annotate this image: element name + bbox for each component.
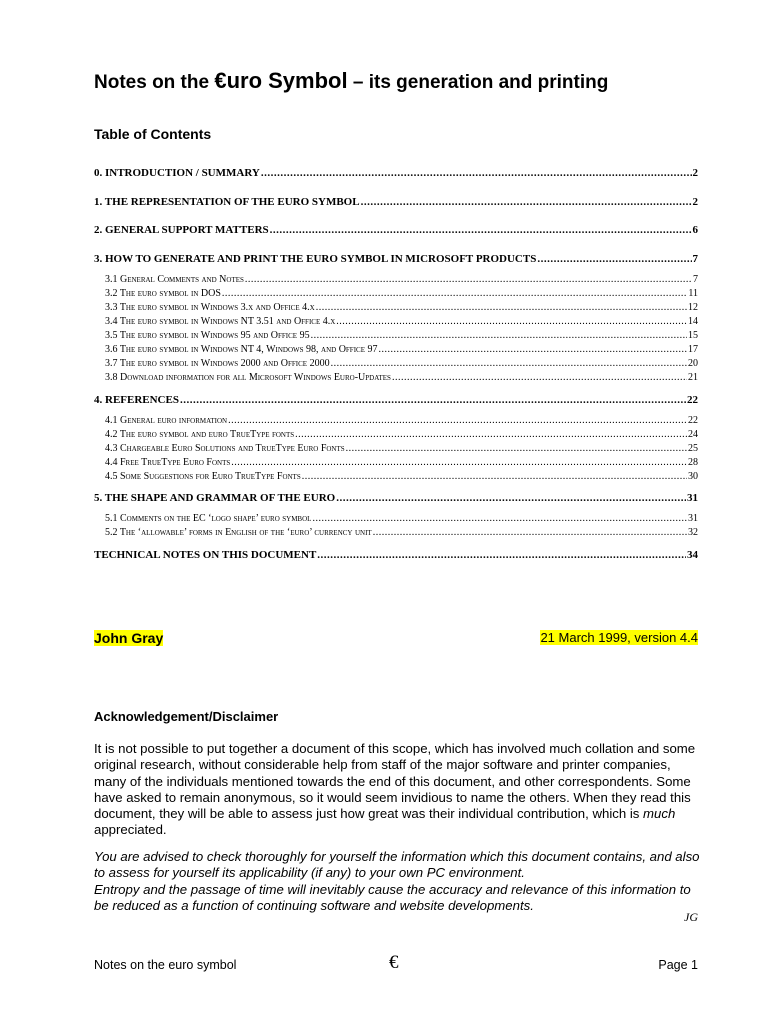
toc-entry-label: 4.2 The euro symbol and euro TrueType fonts [105,429,295,440]
toc-entry-3-8[interactable] [105,372,698,383]
acknowledgement-heading: Acknowledgement/Disclaimer [94,709,279,724]
toc-entry-label: 2. GENERAL SUPPORT MATTERS [94,224,269,236]
toc-entry-3-5[interactable] [105,330,698,341]
toc-entry-3-4[interactable] [105,316,698,327]
toc-entry-label: 4.4 Free TrueType Euro Fonts [105,457,231,468]
toc-entry-page: 2 [692,167,698,179]
toc-entry-label: 4.3 Chargeable Euro Solutions and TrueType Euro Fonts [105,443,345,454]
toc-entry-4[interactable] [94,394,698,406]
toc-entry-page: 17 [688,344,698,355]
toc-entry-page: 22 [688,415,698,426]
toc-entry-label: 3.5 The euro symbol in Windows 95 and Office 95 [105,330,310,341]
toc-entry-page: 32 [688,527,698,538]
toc-entry-5-2[interactable] [105,527,698,538]
toc-entry-1[interactable] [94,196,698,208]
toc-entry-page: 12 [688,302,698,313]
toc-entry-label: 3.2 The euro symbol in DOS [105,288,221,299]
signature-initials: JG [684,910,698,924]
toc-entry-page: 7 [693,274,698,285]
footer-euro-icon: € [389,952,399,973]
toc-entry-3-2[interactable] [105,288,698,299]
toc-entry-page: 25 [688,443,698,454]
toc-entry-page: 30 [688,471,698,482]
toc-entry-label: 0. INTRODUCTION / SUMMARY [94,167,260,179]
toc-entry-label: 5.1 Comments on the EC ‘logo shape’ euro symbol [105,513,312,524]
toc-entry-page: 34 [687,549,698,561]
title-prefix: Notes on the [94,72,215,93]
toc-entry-page: 11 [688,288,698,299]
footer-page-number: Page 1 [658,958,698,972]
toc-entry-label: 3.6 The euro symbol in Windows NT 4, Windows 98, and Office 97 [105,344,378,355]
toc-entry-page: 21 [688,372,698,383]
toc-entry-page: 6 [692,224,698,236]
toc-entry-page: 31 [687,492,698,504]
toc-entry-3-1[interactable] [105,274,698,285]
toc-entry-5-1[interactable] [105,513,698,524]
toc-entry-4-3[interactable] [105,443,698,454]
toc-entry-label: 4.1 General euro information [105,415,228,426]
title-suffix: – its generation and printing [347,72,609,93]
toc-entry-label: 5.2 The ‘allowable’ forms in English of the ‘euro’ currency unit [105,527,372,538]
toc-entry-page: 24 [688,429,698,440]
toc-entry-4-5[interactable] [105,471,698,482]
toc-entry-label: 3.1 General Comments and Notes [105,274,244,285]
toc-entry-page: 14 [688,316,698,327]
toc-entry-2[interactable] [94,224,698,236]
toc-entry-page: 28 [688,457,698,468]
date-version: 21 March 1999, version 4.4 [540,630,698,645]
footer-document-name: Notes on the euro symbol [94,958,237,972]
toc-entry-page: 31 [688,513,698,524]
document-title [94,68,608,94]
toc-entry-page: 2 [692,196,698,208]
title-euro-symbol: €uro Symbol [214,68,348,93]
disclaimer-paragraph: You are advised to check thoroughly for yourself the information which this document contains, and also to assess for yourself its applicability (if any) to your own PC environment. Entropy and the passage of time will inevitably cause the accuracy and relevance of this information to be reduced as a function of continuing software and website developments. [94,849,700,913]
toc-entry-label: TECHNICAL NOTES ON THIS DOCUMENT [94,549,317,561]
toc-entry-0[interactable] [94,167,698,179]
toc-entry-page: 20 [688,358,698,369]
toc-entry-3-6[interactable] [105,344,698,355]
toc-entry-4-2[interactable] [105,429,698,440]
toc-entry-label: 4. REFERENCES [94,394,179,406]
emphasis-much: much [643,806,676,822]
toc-entry-label: 4.5 Some Suggestions for Euro TrueType Fonts [105,471,301,482]
toc-entry-page: 15 [688,330,698,341]
toc-entry-label: 3.7 The euro symbol in Windows 2000 and Office 2000 [105,358,330,369]
toc-entry-4-4[interactable] [105,457,698,468]
toc-entry-label: 3.8 Download information for all Microsoft Windows Euro-Updates [105,372,391,383]
toc-entry-page: 22 [687,394,698,406]
toc-entry-label: 5. THE SHAPE AND GRAMMAR OF THE EURO [94,492,336,504]
toc-entry-technical-notes[interactable] [94,549,698,561]
toc-entry-label: 3.3 The euro symbol in Windows 3.x and Office 4.x [105,302,315,313]
acknowledgement-paragraph: It is not possible to put together a document of this scope, which has involved much collation and some original research, without considerable help from staff of the major software and printer companies, many of the individuals mentioned towards the end of this document, and other correspondents. Some have asked to remain anonymous, so it would seem invidious to name the others. When they read this document, they will be able to assess just how great was their individual contribution, which is much appreciated. [94,741,696,838]
toc-entry-label: 3. HOW TO GENERATE AND PRINT THE EURO SYMBOL IN MICROSOFT PRODUCTS [94,253,537,265]
author-name: John Gray [94,630,164,646]
toc-entry-page: 7 [692,253,698,265]
toc-entry-3-3[interactable] [105,302,698,313]
toc-entry-3[interactable] [94,253,698,265]
toc-heading: Table of Contents [94,126,212,142]
toc-entry-3-7[interactable] [105,358,698,369]
toc-entry-label: 3.4 The euro symbol in Windows NT 3.51 and Office 4.x [105,316,336,327]
toc-entry-label: 1. THE REPRESENTATION OF THE EURO SYMBOL [94,196,360,208]
toc-entry-5[interactable] [94,492,698,504]
toc-entry-4-1[interactable] [105,415,698,426]
